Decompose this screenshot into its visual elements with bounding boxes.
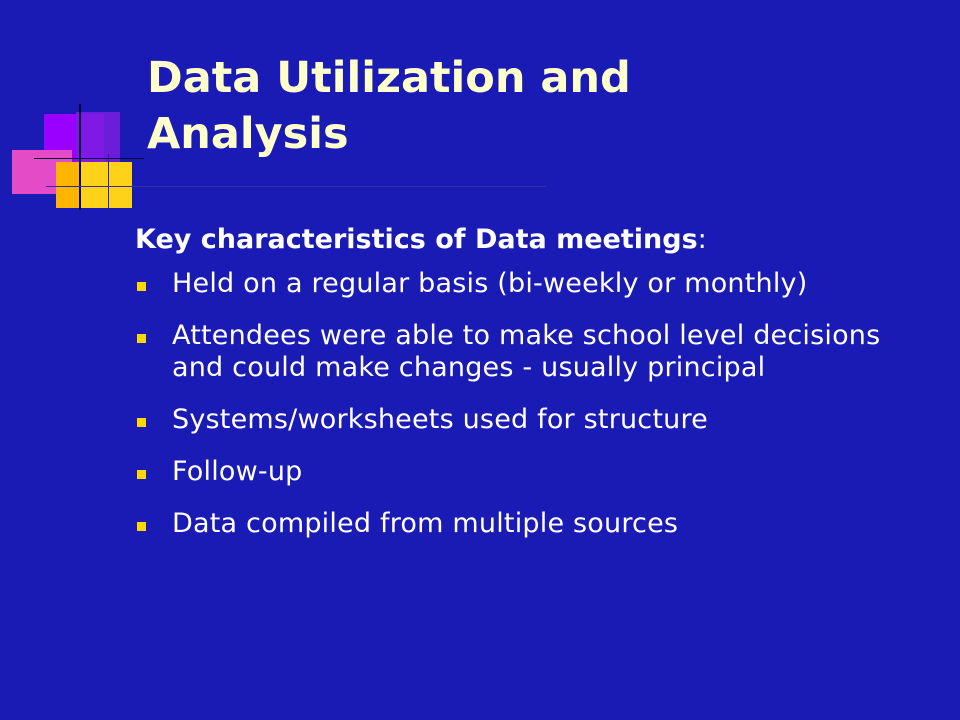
slide-title: [147, 50, 927, 162]
bullet-text: Systems/worksheets used for structure: [172, 404, 708, 435]
bullet-item: [135, 404, 915, 436]
square-bullet-icon: [137, 470, 146, 479]
vertical-rule-decoration: [79, 104, 81, 210]
subheading-bold-text: Key characteristics of Data meetings: [135, 224, 698, 255]
bullet-text: Follow-up: [172, 456, 303, 487]
bullet-item: [135, 268, 915, 300]
orange-square-decoration: [56, 162, 80, 208]
bullet-item: [135, 456, 915, 488]
bullet-item: [135, 320, 915, 384]
bullet-text: Attendees were able to make school level decisions and could make changes - usually principal: [172, 320, 881, 383]
slide-title-line-2: Analysis: [147, 109, 349, 159]
subheading: [135, 222, 707, 258]
bullet-item: [135, 508, 915, 540]
violet-square-decoration: [76, 112, 120, 162]
horizontal-rule-decoration: [34, 158, 144, 159]
square-bullet-icon: [137, 418, 146, 427]
decorative-squares-logo: [0, 0, 140, 220]
horizontal-rule-decoration: [46, 186, 546, 187]
bullet-text: Data compiled from multiple sources: [172, 508, 679, 539]
slide-title-line-1: Data Utilization and: [147, 53, 631, 103]
square-bullet-icon: [137, 282, 146, 291]
bullet-list: [135, 268, 915, 560]
bullet-text: Held on a regular basis (bi-weekly or monthly): [172, 268, 808, 299]
subheading-colon: :: [697, 224, 707, 255]
square-bullet-icon: [137, 334, 146, 343]
yellow-square-decoration: [80, 162, 132, 208]
vertical-rule-decoration: [108, 154, 109, 210]
square-bullet-icon: [137, 522, 146, 531]
